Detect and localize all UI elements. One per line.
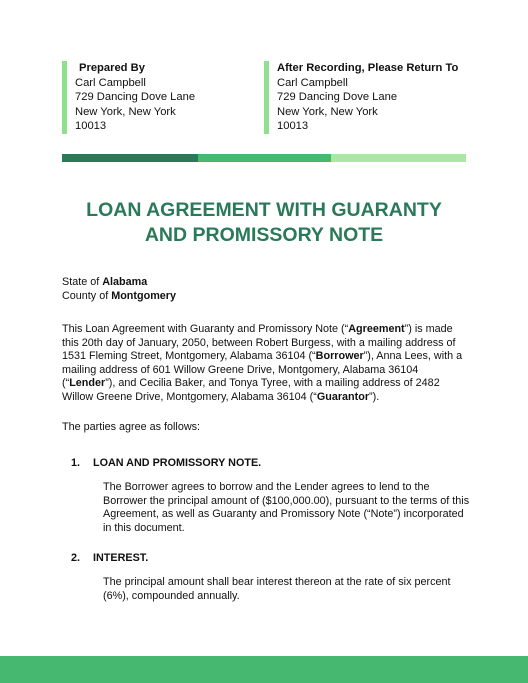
section-1-title: LOAN AND PROMISSORY NOTE. [93,457,262,469]
state-line [62,276,176,290]
section-2-heading [71,552,148,566]
jurisdiction [62,276,176,303]
intro-text-4: ”), and Cecilia Baker, and Tonya Tyree, with a mailing address of 2482 Willow Greene Drive, Montgomery, Alabama 36104 (“ [62,377,440,403]
guarantor-term: Guarantor [316,390,370,403]
prepared-by-street: 729 Dancing Dove Lane [75,91,196,103]
prepared-by-name: Carl Campbell [75,76,146,89]
borrower-term: Borrower [315,350,364,362]
return-to-zip: 10013 [277,120,309,132]
intro-text-1: This Loan Agreement with Guaranty and Promissory Note (“ [62,323,349,335]
section-2-body: The principal amount shall bear interest thereon at the rate of six percent (6%), compounded annually. [103,576,451,602]
section-2-title: INTEREST. [93,552,149,564]
prepared-by-heading: Prepared By [79,62,145,74]
county-line [62,290,176,304]
intro-paragraph [62,323,472,404]
intro-text-2: ”) is made this 20th day of January, 2050, between Robert Burgess, with a mailing address of 1531 Fleming Street, Montgomery, Alabama 36104 (“ [62,323,456,362]
section-1-number: 1. [71,457,81,469]
state-value: Alabama [102,276,148,288]
prepared-by-zip: 10013 [75,120,107,132]
footer-bar [0,656,528,683]
prepared-by-block [62,61,195,134]
intro-text-3: ”), Anna Lees, with a mailing address of 601 Willow Greene Drive, Montgomery, Alabama 36104 (“ [62,350,463,389]
section-2-number: 2. [71,552,81,564]
title-line-2: AND PROMISSORY NOTE [144,224,384,246]
return-to-street: 729 Dancing Dove Lane [277,91,398,103]
parties-statement: The parties agree as follows: [62,421,201,433]
return-to-heading: After Recording, Please Return To [277,62,459,74]
return-to-block [264,61,458,134]
divider-stripe-light [331,154,466,162]
divider-stripe-mid [198,154,331,162]
return-to-name: Carl Campbell [277,76,348,89]
title-line-1: LOAN AGREEMENT WITH GUARANTY [86,199,442,221]
prepared-by-city: New York, New York [75,105,176,118]
section-1-body: The Borrower agrees to borrow and the Lender agrees to lend to the Borrower the principal amount of ($100,000.00), pursuant to the terms of this Agreement, as well as Guaranty and Promissory Note (“Note”) incorporated in this document. [103,481,470,534]
divider-stripe-dark [62,154,198,162]
return-to-city: New York, New York [277,105,378,118]
section-1-heading [71,457,261,471]
state-label: State of [62,276,103,288]
document-title [40,198,488,248]
county-label: County of [62,289,112,302]
agreement-term: Agreement [348,323,405,335]
intro-text-5: ”). [369,390,380,403]
lender-term: Lender [69,377,106,389]
county-value: Montgomery [111,289,177,302]
